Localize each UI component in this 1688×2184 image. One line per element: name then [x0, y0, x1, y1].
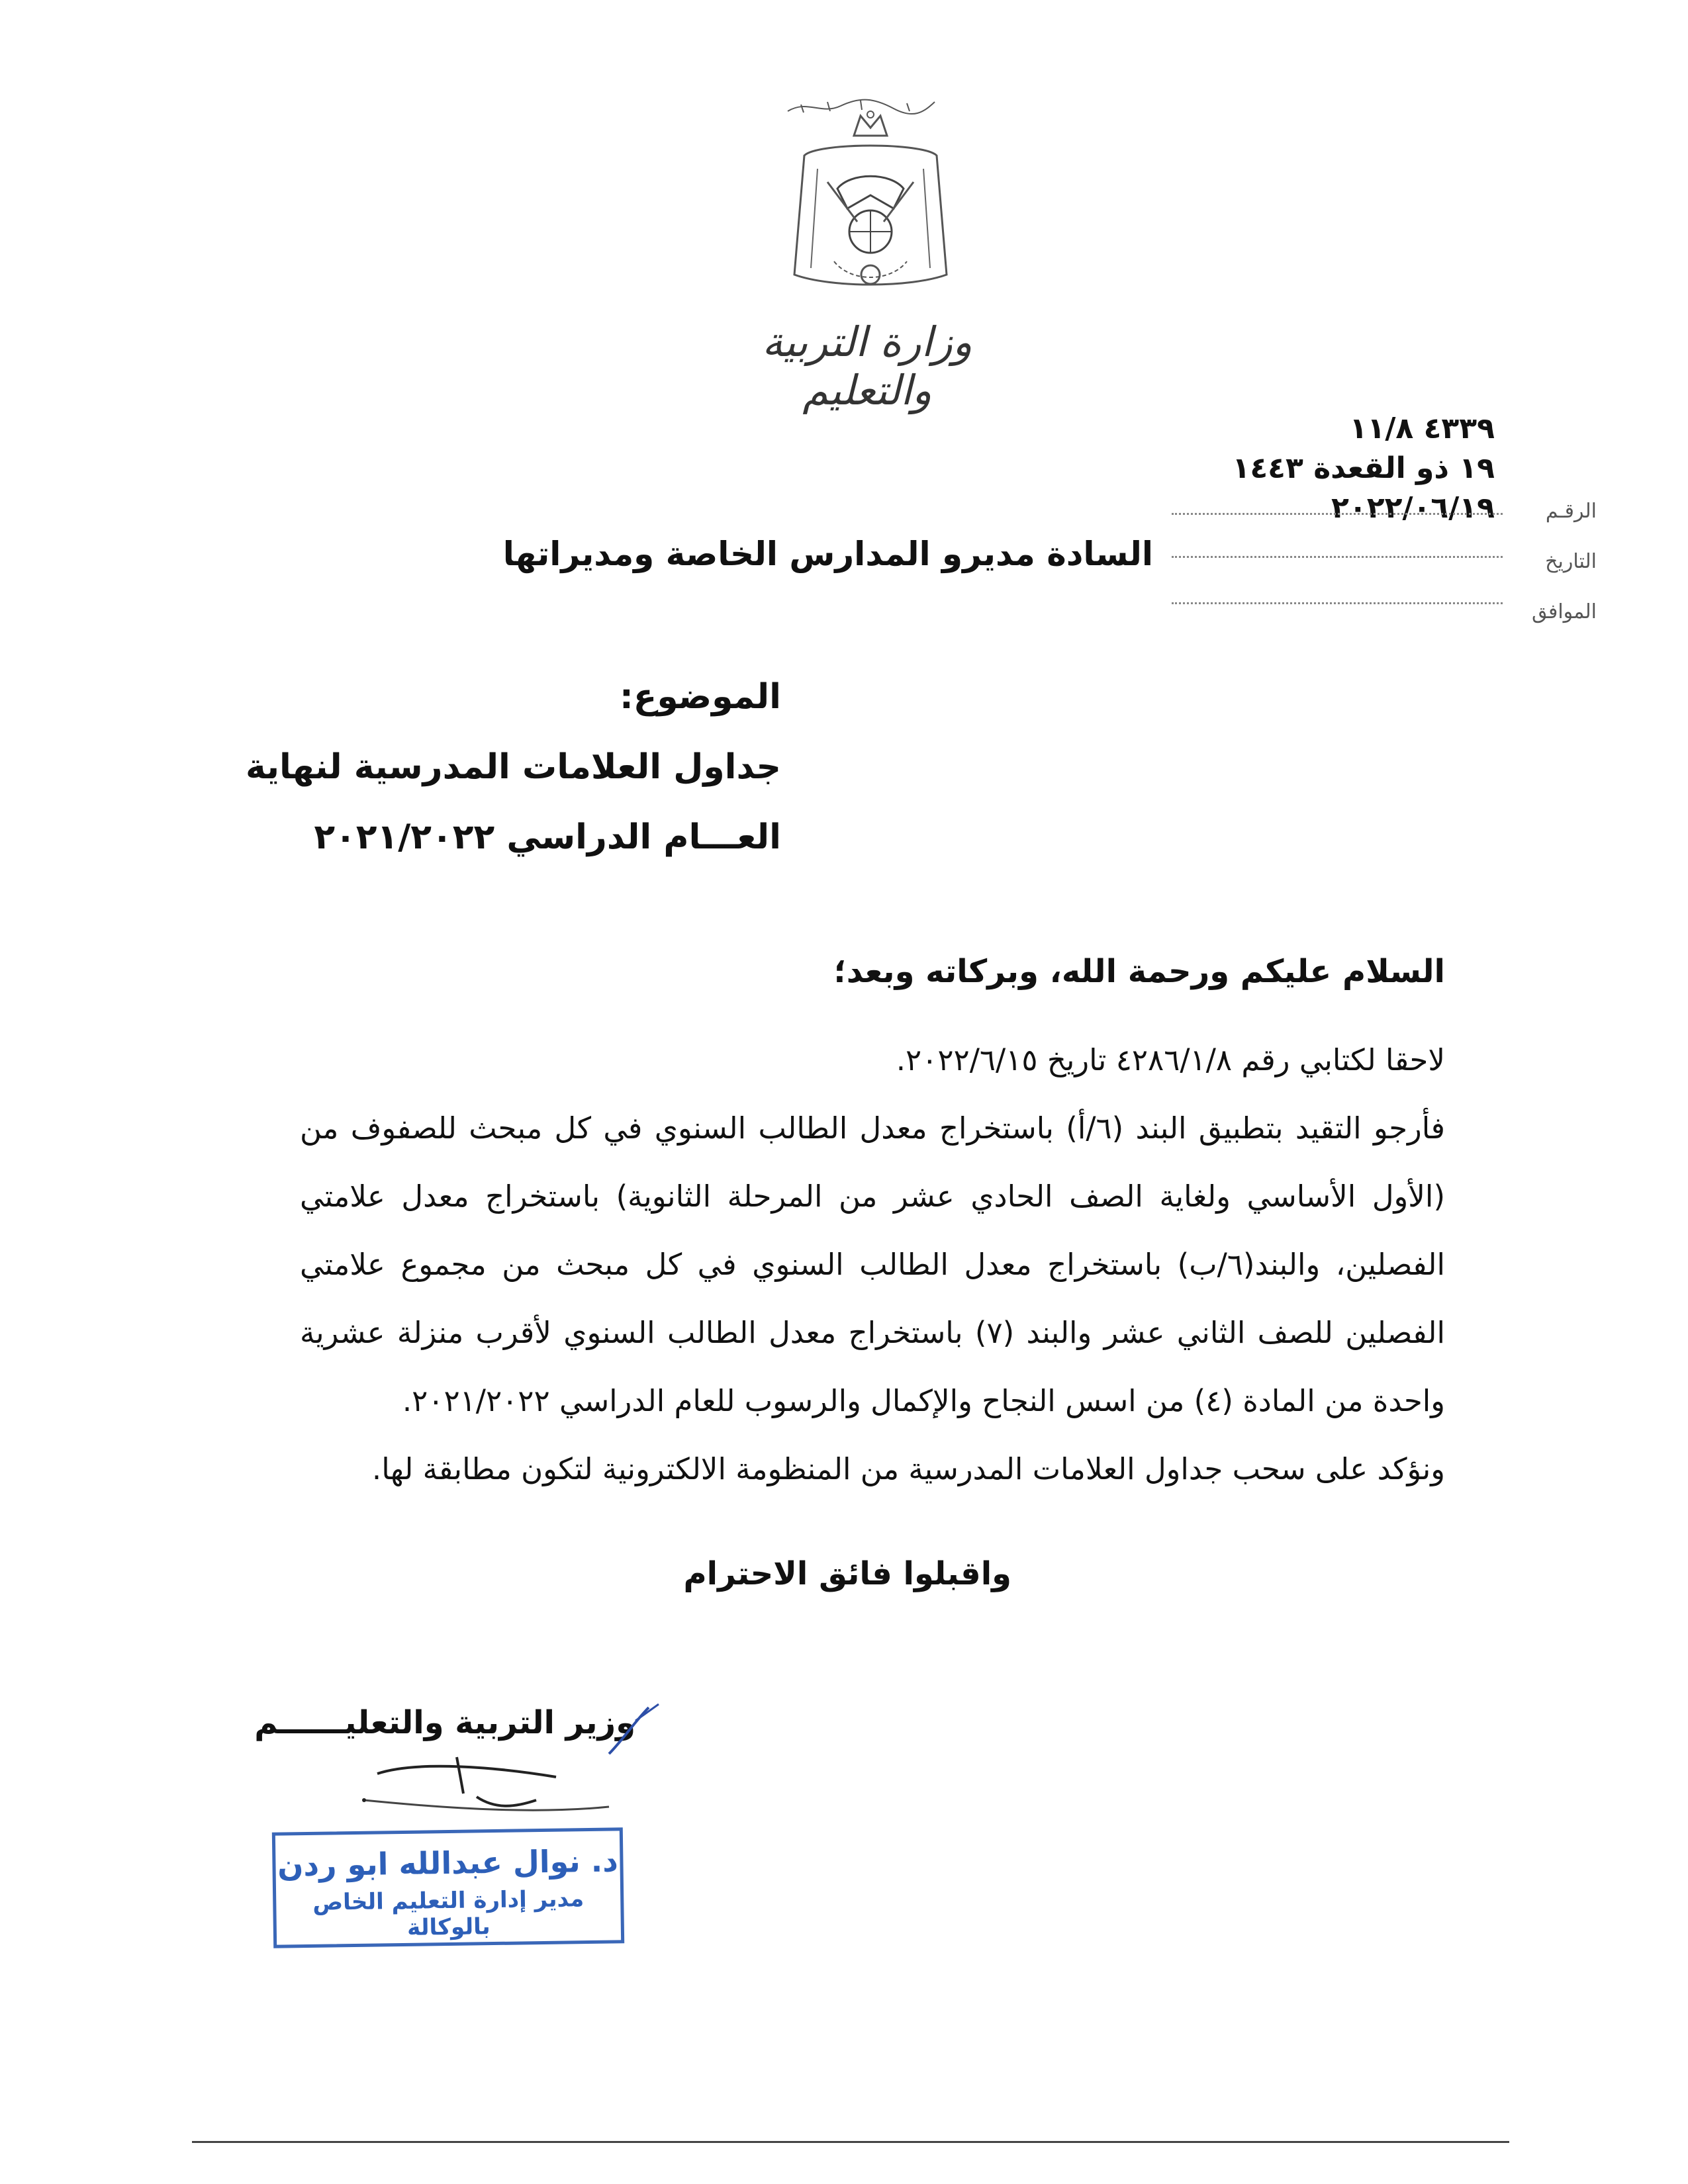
label-corresponding: الموافق	[1531, 600, 1597, 623]
hijri-date: ١٩ ذو القعدة ١٤٤٣	[1232, 451, 1495, 485]
reference-labels	[1511, 486, 1597, 637]
number-dotted-line	[1172, 513, 1503, 515]
subject-block	[119, 662, 781, 872]
recipient: السادة مديرو المدارس الخاصة ومديراتها	[502, 535, 1153, 573]
label-number: الرقـم	[1545, 500, 1597, 523]
ministry-name: وزارة التربية والتعليم	[762, 318, 972, 414]
reference-values	[1150, 409, 1495, 528]
stamp-name: د. نوال عبدالله ابو ردن	[277, 1843, 619, 1884]
handwritten-signature	[265, 1694, 675, 1846]
signer-title: وزير التربية والتعليــــــم	[254, 1704, 635, 1741]
official-stamp	[272, 1827, 624, 1948]
stamp-title: مدير إدارة التعليم الخاص بالوكالة	[312, 1886, 585, 1941]
closing: واقبلوا فائق الاحترام	[683, 1555, 1011, 1592]
gregorian-date: ٢٠٢٢/٠٦/١٩	[1331, 491, 1495, 525]
body-paragraph-1: لاحقا لكتابي رقم ٤٢٨٦/١/٨ تاريخ ٢٠٢٢/٦/١٥.	[896, 1042, 1445, 1077]
subject-line-1: جداول العلامات المدرسية لنهاية	[246, 747, 781, 787]
subject-heading: الموضوع:	[620, 677, 781, 717]
reference-number: ٤٣٣٩ ١١/٨	[1349, 412, 1495, 445]
subject-line-2: العـــام الدراسي ٢٠٢١/٢٠٢٢	[314, 817, 781, 857]
label-date: التاريخ	[1545, 550, 1597, 573]
date-dotted-line	[1172, 556, 1503, 558]
body-paragraph-2: فأرجو التقيد بتطبيق البند (٦/أ) باستخراج معدل الطالب السنوي في كل مبحث للصفوف من (الأول الأساسي ولغاية الصف الحادي عشر من المرحلة الثانوية) باستخراج معدل علامتي الفصلين، والبند(٦/ب) باستخراج معدل الطالب السنوي في كل مبحث من مجموع علامتي الفصلين للصف الثاني عشر والبند (٧) باستخراج معدل الطالب السنوي لأقرب منزلة عشرية واحدة من المادة (٤) من اسس النجاح والإكمال والرسوب للعام الدراسي ٢٠٢١/٢٠٢٢.	[300, 1111, 1446, 1418]
corresponding-dotted-line	[1172, 602, 1503, 604]
greeting: السلام عليكم ورحمة الله، وبركاته وبعد؛	[833, 953, 1445, 990]
footer-divider	[192, 2141, 1509, 2143]
body-paragraph-3: ونؤكد على سحب جداول العلامات المدرسية من المنظومة الالكترونية لتكون مطابقة لها.	[371, 1451, 1445, 1486]
coat-of-arms-icon	[778, 109, 963, 308]
letter-body	[300, 1026, 1445, 1503]
